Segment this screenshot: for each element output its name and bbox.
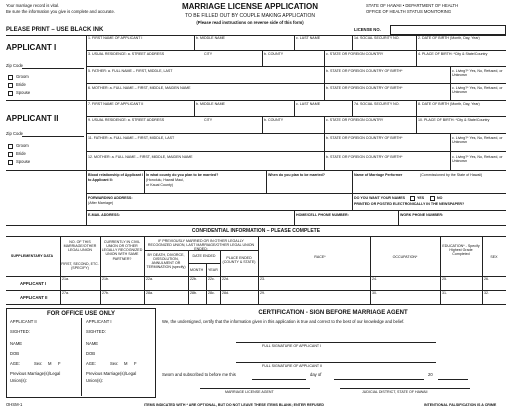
- col-race: RACE*: [314, 255, 326, 259]
- cell-32[interactable]: 32.: [484, 291, 489, 295]
- signature-2-line[interactable]: [236, 362, 436, 363]
- father-name-field-2[interactable]: [88, 142, 322, 150]
- publish-yes-checkbox[interactable]: [410, 196, 415, 201]
- city-label-1: CITY: [204, 52, 213, 56]
- agent-label: MARRIAGE LICENSE AGENT: [225, 390, 274, 394]
- ssn-label-2: 7d. SOCIAL SECURITY NO.: [354, 102, 400, 106]
- office-sex-f: F: [58, 361, 61, 366]
- office-sex-m: M: [48, 361, 52, 366]
- last-name-label-2: c. LAST NAME: [296, 102, 321, 106]
- mother-birth-label-1: b. STATE OR FOREIGN COUNTRY OF BIRTH*: [326, 86, 403, 90]
- blood-relation-field[interactable]: [88, 184, 142, 192]
- confidential-title: CONFIDENTIAL INFORMATION – PLEASE COMPLETE: [191, 228, 321, 234]
- publish-question-2: PRINTED OR POSTED ELECTRONICALLY IN THE NEWSPAPER?: [354, 202, 465, 206]
- home-phone-field[interactable]: [352, 213, 396, 224]
- county-plan-label: In what county do you plan to be married?: [146, 173, 219, 177]
- cell-21a[interactable]: 21a.: [62, 277, 69, 281]
- office-sex-f-1: F: [134, 361, 137, 366]
- col-occupation: OCCUPATION*: [392, 255, 418, 259]
- performer-field[interactable]: [354, 180, 504, 192]
- mother-living-label-1: c. Living?* Yes, No, Refused, or Unknown: [452, 86, 503, 95]
- office-union-label-1: Union(s):: [86, 378, 103, 383]
- row-applicant-1: APPLICANT I: [20, 281, 47, 286]
- license-no-field[interactable]: [390, 25, 506, 35]
- father-name-label-1: 5. FATHER: a. FULL NAME – FIRST, MIDDLE, LAST: [88, 69, 173, 73]
- cell-23[interactable]: 23.: [260, 277, 265, 281]
- vital-note-2: Be sure the information you give is complete and accurate.: [6, 9, 115, 14]
- col-date-ended: DATE ENDED: [192, 254, 216, 258]
- work-phone-field[interactable]: [446, 213, 504, 224]
- first-name-field-2[interactable]: [88, 108, 192, 116]
- last-name-field-2[interactable]: [296, 108, 350, 116]
- father-name-label-2: 11. FATHER: a. FULL NAME – FIRST, MIDDLE, LAST: [88, 136, 175, 140]
- falsification-note: INTENTIONAL FALSIFICATION IS A CRIME: [424, 403, 497, 407]
- cell-29[interactable]: 29.: [260, 291, 265, 295]
- office-dob-label-1: DOB: [86, 351, 96, 356]
- mother-name-field-2[interactable]: [88, 161, 322, 169]
- office-applicant-1: APPLICANT I: [86, 319, 112, 324]
- mother-birth-label-2: b. STATE OR FOREIGN COUNTRY OF BIRTH*: [326, 155, 403, 159]
- groom-checkbox-2[interactable]: [8, 144, 13, 149]
- father-living-label-2: c. Living?* Yes, No, Refused, or Unknown: [452, 136, 503, 145]
- street-field-1[interactable]: [88, 58, 200, 66]
- cell-26[interactable]: 26.: [484, 277, 489, 281]
- office-dob-label: DOB: [10, 351, 20, 356]
- bride-checkbox-1[interactable]: [8, 83, 13, 88]
- cell-22b[interactable]: 22b.: [190, 277, 197, 281]
- year-text: 20: [428, 372, 433, 377]
- col-sex: SEX: [490, 255, 498, 259]
- middle-name-field-2[interactable]: [196, 108, 292, 116]
- office-use-title: FOR OFFICE USE ONLY: [46, 311, 116, 317]
- mother-name-label-2: 12. MOTHER: a. FULL NAME – FIRST, MIDDLE, MAIDEN NAME: [88, 155, 193, 159]
- ssn-label-1: 1d. SOCIAL SECURITY NO.: [354, 36, 400, 40]
- day-of-text: day of: [310, 372, 322, 377]
- first-name-label-1: 1. FIRST NAME OF APPLICANT I: [88, 36, 143, 40]
- office-sighted-label-1: SIGHTED:: [86, 329, 106, 334]
- cell-28b[interactable]: 28b.: [190, 291, 197, 295]
- col-year: YEAR: [208, 268, 218, 272]
- groom-label-2: Groom: [16, 143, 29, 148]
- dob-label-2: 8. DATE OF BIRTH (Month, Day, Year): [418, 102, 480, 106]
- col-previous-union: IF PREVIOUSLY MARRIED OR IN OTHER LEGALLY RECOGNIZED UNION, LAST MARRIAGE/OTHER LEGAL UNION ENDED:: [147, 239, 255, 252]
- zip-code-label-1: Zip Code: [6, 63, 23, 68]
- mother-birth-field-1[interactable]: [326, 92, 448, 100]
- city-label-2: CITY: [204, 118, 213, 122]
- publish-yes-label: YES: [417, 196, 425, 200]
- office-name-label-1: NAME: [86, 341, 99, 346]
- father-birth-field-1[interactable]: [326, 75, 448, 83]
- cell-25[interactable]: 25.: [442, 277, 447, 281]
- mother-name-field-1[interactable]: [88, 92, 322, 100]
- groom-checkbox-1[interactable]: [8, 75, 13, 80]
- office-union-label: Union(s):: [10, 378, 27, 383]
- cell-27a[interactable]: 27a.: [62, 291, 69, 295]
- county-plan-field[interactable]: [194, 180, 264, 192]
- cell-31[interactable]: 31.: [442, 291, 447, 295]
- spouse-checkbox-1[interactable]: [8, 91, 13, 96]
- cell-21b[interactable]: 21b.: [102, 277, 109, 281]
- last-name-label-1: c. LAST NAME: [296, 36, 321, 40]
- office-sex-label: Sex:: [34, 361, 43, 366]
- email-field[interactable]: [130, 213, 290, 224]
- row-applicant-2: APPLICANT II: [20, 295, 48, 300]
- groom-label-1: Groom: [16, 74, 29, 79]
- blood-relation-label: Blood relationship of Applicant I: [88, 173, 144, 177]
- performer-label: Name of Marriage Performer: [354, 173, 403, 177]
- office-sighted-label: SIGHTED:: [10, 329, 30, 334]
- form-instructions: (Please read instructions on reverse side of this form): [196, 20, 304, 25]
- license-no-label: LICENSE NO.: [354, 27, 381, 32]
- ssn-field-2[interactable]: [354, 108, 414, 116]
- when-married-field[interactable]: [268, 180, 350, 192]
- sworn-text: Sworn and subscribed to before me this: [162, 372, 236, 377]
- last-name-field-1[interactable]: [296, 42, 350, 50]
- office-age-label-1: AGE:: [86, 361, 97, 366]
- publish-question: DO YOU WANT YOUR NAMES: [354, 196, 405, 200]
- col-union-number-hint: FIRST, SECOND, ETC. (SPECIFY): [61, 262, 99, 271]
- form-number: OHSM-1: [6, 402, 23, 407]
- middle-name-label-2: b. MIDDLE NAME: [196, 102, 225, 106]
- mother-name-label-1: 6. MOTHER: a. FULL NAME – FIRST, MIDDLE, MAIDEN NAME: [88, 86, 191, 90]
- agency-name: STATE OF HAWAII • DEPARTMENT OF HEALTH: [366, 3, 459, 8]
- birthplace-label-1: 4. PLACE OF BIRTH: *City & State/Country: [418, 52, 488, 56]
- agent-signature-line[interactable]: [200, 388, 310, 389]
- middle-name-label-1: b. MIDDLE NAME: [196, 36, 225, 40]
- supplementary-label: SUPPLEMENTARY DATA: [10, 254, 54, 258]
- spouse-label-2: Spouse: [16, 159, 31, 164]
- form-title: MARRIAGE LICENSE APPLICATION: [181, 2, 318, 11]
- state-label-2: c. STATE OR FOREIGN COUNTRY: [326, 118, 384, 122]
- office-age-label: AGE:: [10, 361, 21, 366]
- state-field-1[interactable]: [326, 58, 414, 66]
- city-field-1[interactable]: [204, 58, 260, 66]
- office-sex-label-1: Sex:: [110, 361, 119, 366]
- street-field-2[interactable]: [88, 124, 200, 132]
- forwarding-label: FORWARDING ADDRESS:: [88, 196, 133, 200]
- mother-birth-field-2[interactable]: [326, 161, 448, 169]
- zip-code-label-2: Zip Code: [6, 131, 23, 136]
- birthplace-field-2[interactable]: [418, 124, 504, 132]
- office-name-label: NAME: [10, 341, 23, 346]
- cell-28c[interactable]: 28c.: [208, 291, 215, 295]
- bride-label-2: Bride: [16, 151, 26, 156]
- bride-label-1: Bride: [16, 82, 26, 87]
- performer-hint: (Commissioned by the State of Hawaii): [420, 173, 483, 177]
- applicant-1-heading: APPLICANT I: [6, 43, 57, 52]
- mother-living-label-2: c. Living?* Yes, No, Refused, or Unknown: [452, 155, 503, 164]
- work-phone-label: WORK PHONE NUMBER:: [400, 213, 444, 217]
- col-month: MONTH: [190, 268, 204, 272]
- first-name-label-2: 7. FIRST NAME OF APPLICANT II: [88, 102, 144, 106]
- birthplace-label-2: 10. PLACE OF BIRTH: *City & State/Country: [418, 118, 490, 122]
- county-field-2[interactable]: [264, 124, 322, 132]
- vital-note: Your marriage record is vital.: [6, 3, 60, 8]
- birthplace-field-1[interactable]: [418, 58, 504, 66]
- first-name-field-1[interactable]: [88, 42, 192, 50]
- col-place-ended: PLACE ENDED (COUNTY & STATE): [222, 256, 256, 265]
- when-married-label: When do you plan to be married?: [268, 173, 325, 177]
- col-union-number: NO. OF THIS MARRIAGE/OTHER LEGAL UNION: [63, 240, 97, 253]
- cell-22a[interactable]: 22a.: [146, 277, 153, 281]
- city-field-2[interactable]: [204, 124, 260, 132]
- blood-relation-label-2: to Applicant II:: [88, 178, 113, 182]
- bride-checkbox-2[interactable]: [8, 152, 13, 157]
- applicant-2-heading: APPLICANT II: [6, 114, 59, 123]
- forwarding-field[interactable]: [148, 196, 348, 209]
- home-phone-label: HOME/CELL PHONE NUMBER:: [296, 213, 349, 217]
- street-label-2: 9. USUAL RESIDENCE: a. STREET ADDRESS: [88, 118, 165, 122]
- cert-title: CERTIFICATION - SIGN BEFORE MARRIAGE AGENT: [258, 310, 408, 316]
- spouse-label-1: Spouse: [16, 90, 31, 95]
- signature-1-line[interactable]: [236, 342, 436, 343]
- publish-no-label: NO: [437, 196, 443, 200]
- ssn-field-1[interactable]: [354, 42, 414, 50]
- office-prev-label-1: Previous Marriage(s)/Legal: [86, 371, 137, 376]
- middle-name-field-1[interactable]: [196, 42, 292, 50]
- cell-22d[interactable]: 22d.: [222, 277, 229, 281]
- father-name-field-1[interactable]: [88, 75, 322, 83]
- county-plan-hint: (Honolulu, Hawaii Maui,: [146, 178, 184, 182]
- office-applicant-2: APPLICANT II: [10, 319, 37, 324]
- signature-1-label: FULL SIGNATURE OF APPLICANT I: [262, 344, 322, 348]
- optional-note: ITEMS INDICATED WITH * ARE OPTIONAL, BUT DO NOT LEAVE THESE ITEMS BLANK; ENTER REFUSED: [144, 403, 325, 407]
- publish-no-checkbox[interactable]: [430, 196, 435, 201]
- email-label: E-MAIL ADDRESS:: [88, 213, 120, 217]
- office-sex-m-1: M: [124, 361, 128, 366]
- cell-28d[interactable]: 28d.: [222, 291, 229, 295]
- cell-24[interactable]: 24.: [372, 277, 377, 281]
- cell-27b[interactable]: 27b.: [102, 291, 109, 295]
- father-birth-field-2[interactable]: [326, 142, 448, 150]
- county-plan-hint-2: or Kauai County): [146, 183, 173, 187]
- col-education: EDUCATION* - Specify Highest Grade Completed: [442, 244, 480, 257]
- spouse-checkbox-2[interactable]: [8, 160, 13, 165]
- cell-30[interactable]: 30.: [372, 291, 377, 295]
- print-instruction: PLEASE PRINT – USE BLACK INK: [6, 27, 104, 33]
- forwarding-hint: (After Marriage): [88, 201, 114, 205]
- district-label: JUDICIAL DISTRICT, STATE OF HAWAII: [362, 390, 428, 394]
- father-living-label-1: c. Living?* Yes, No, Refused, or Unknown: [452, 69, 503, 78]
- street-label-1: 3. USUAL RESIDENCE: a. STREET ADDRESS: [88, 52, 165, 56]
- county-label-1: b. COUNTY: [264, 52, 284, 56]
- cert-text: We, the undersigned, certify that the information given in this application is true and correct to the best of our knowledge and belief.: [162, 319, 405, 324]
- agency-office: OFFICE OF HEALTH STATUS MONITORING: [366, 9, 452, 14]
- state-field-2[interactable]: [326, 124, 414, 132]
- county-field-1[interactable]: [264, 58, 322, 66]
- county-label-2: b. COUNTY: [264, 118, 284, 122]
- col-current-union: CURRENTLY IN CIVIL UNION OR OTHER LEGALLY RECOGNIZED UNION WITH SAME PARTNER?: [101, 240, 143, 261]
- father-birth-label-2: b. STATE OR FOREIGN COUNTRY OF BIRTH*: [326, 136, 403, 140]
- state-label-1: c. STATE OR FOREIGN COUNTRY: [326, 52, 384, 56]
- col-ended-by: BY DEATH, DIVORCE, DISSOLUTION, ANNULMENT OR TERMINATION (specify): [146, 253, 186, 270]
- father-birth-label-1: b. STATE OR FOREIGN COUNTRY OF BIRTH*: [326, 69, 403, 73]
- cell-28a[interactable]: 28a.: [146, 291, 153, 295]
- dob-field-1[interactable]: [418, 42, 504, 50]
- office-prev-label: Previous Marriage(s)/Legal: [10, 371, 61, 376]
- dob-label-1: 2. DATE OF BIRTH (Month, Day, Year): [418, 36, 480, 40]
- form-subtitle: TO BE FILLED OUT BY COUPLE MAKING APPLICATION: [185, 13, 315, 19]
- dob-field-2[interactable]: [418, 108, 504, 116]
- signature-2-label: FULL SIGNATURE OF APPLICANT II: [262, 364, 323, 368]
- cell-22c[interactable]: 22c.: [208, 277, 215, 281]
